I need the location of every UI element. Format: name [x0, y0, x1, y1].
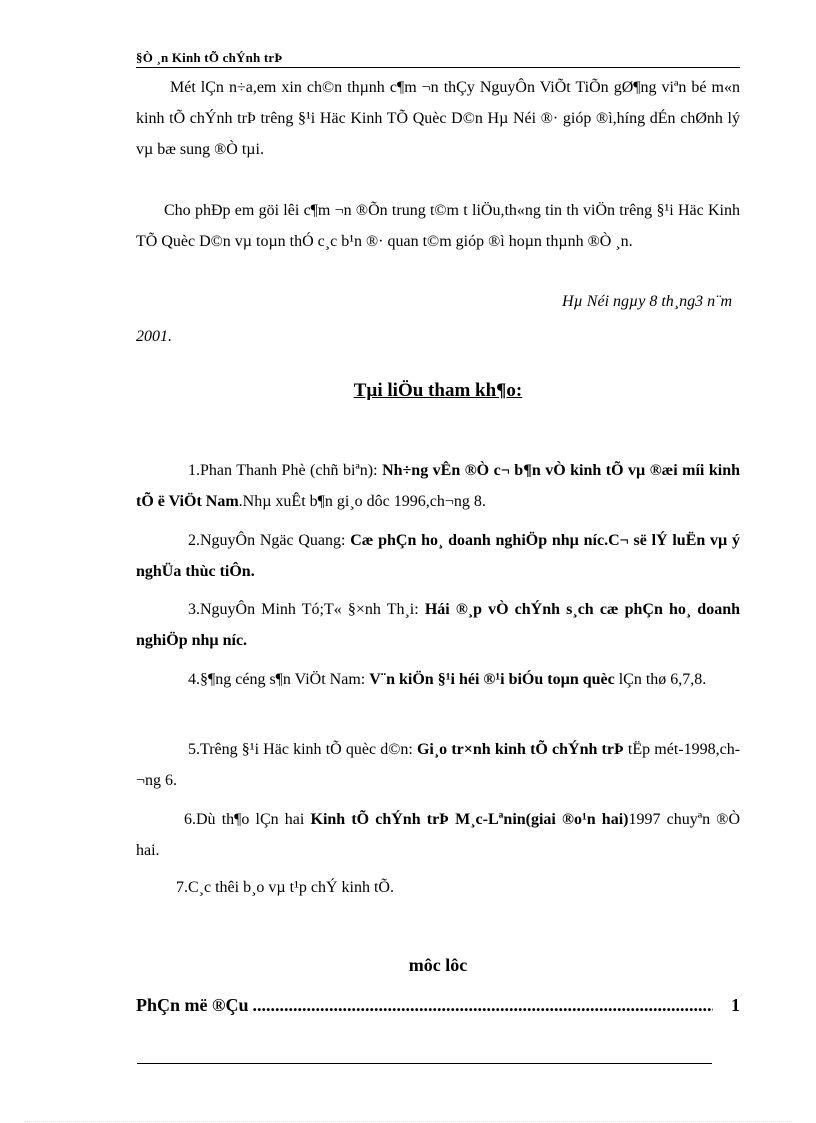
reference-author: 4.§¶ng céng s¶n ViÖt Nam:	[188, 671, 370, 688]
footer-rule	[137, 1063, 712, 1064]
reference-details: 1997 chuyªn ®Ò hai.	[136, 811, 740, 859]
acknowledgement-paragraph-1: Mét lÇn n÷a,em xin ch©n thµnh c¶m ¬n thÇy NguyÔn ViÕt TiÕn gØ¶ng viªn bé m«n kinh tÕ chÝnh trÞ trêng §¹i Häc Kinh TÕ Quèc D©n Hµ Néi ®· gióp ®ì,híng dÉn chØnh lý vµ bæ sung ®Ò tµi.	[136, 79, 740, 158]
reference-title: Nh÷ng vÊn ®Ò c¬ b¶n vÒ kinh tÕ vµ ®æi míi kinh tÕ ë ViÖt Nam	[136, 462, 740, 510]
toc-entry-label: PhÇn më ®Çu	[136, 995, 249, 1015]
reference-item-2	[136, 525, 740, 587]
reference-item-3	[136, 594, 740, 656]
reference-item-4	[136, 664, 740, 695]
reference-details: lÇn thø 6,7,8.	[614, 671, 707, 688]
acknowledgement-paragraph-2: Cho phÐp em göi lêi c¶m ¬n ®Õn trung t©m t liÖu,th«ng tin th viÖn trêng §¹i Häc Kinh TÕ Quèc D©n vµ toµn thÓ c¸c b¹n ®· quan t©m gióp ®ì hoµn thµnh ®Ò ¸n.	[136, 202, 740, 250]
reference-title: V¨n kiÖn §¹i héi ®¹i biÓu toµn quèc	[369, 671, 615, 688]
reference-author: 1.Phan Thanh Phè (chñ biªn):	[188, 462, 383, 479]
reference-item-5	[136, 734, 740, 796]
reference-item-1	[136, 455, 740, 517]
signature-date-line: Hµ Néi ngµy 8 th¸ng3 n¨m	[562, 293, 732, 310]
reference-details: .Nhµ xuÊt b¶n gi¸o dôc 1996,ch¬ng 8.	[238, 493, 486, 510]
toc-entry-page: 1	[731, 995, 740, 1015]
reference-author: 2.NguyÔn Ngäc Quang:	[188, 532, 351, 549]
reference-title: Kinh tÕ chÝnh trÞ M¸c-Lªnin(giai ®o¹n hai)	[310, 811, 629, 828]
toc-entry	[136, 993, 740, 1017]
reference-details: tËp mét-1998,ch¬ng 6.	[136, 741, 741, 789]
reference-item-7	[136, 872, 740, 903]
reference-author: 3.NguyÔn Minh Tó;T« §×nh Th¸i:	[188, 601, 425, 618]
reference-title: Hái ®¸p vÒ chÝnh s¸ch cæ phÇn ho¸ doanh nghiÖp nhµ níc.	[136, 601, 741, 649]
reference-title: Gi¸o tr×nh kinh tÕ chÝnh trÞ	[416, 741, 624, 758]
reference-item-6	[136, 804, 740, 866]
references-title: Tµi liÖu tham kh¶o:	[353, 380, 523, 401]
reference-author: 7.C¸c thêi b¸o vµ t¹p chÝ kinh tÕ.	[176, 879, 394, 896]
running-header: §Ò ¸n Kinh tÕ chÝnh trÞ	[136, 50, 740, 68]
page-bottom-edge	[24, 1121, 792, 1122]
reference-author: 5.Trêng §¹i Häc kinh tÕ quèc d©n:	[188, 741, 417, 758]
reference-author: 6.Dù th¶o lÇn hai	[184, 811, 311, 828]
reference-title: Cæ phÇn ho¸ doanh nghiÖp nhµ níc.C¬ së lÝ luËn vµ ý nghÜa thùc tiÔn.	[136, 532, 740, 580]
toc-title: môc lôc	[408, 955, 468, 975]
toc-leader-dots	[252, 993, 713, 1017]
signature-year-line: 2001.	[136, 328, 172, 345]
